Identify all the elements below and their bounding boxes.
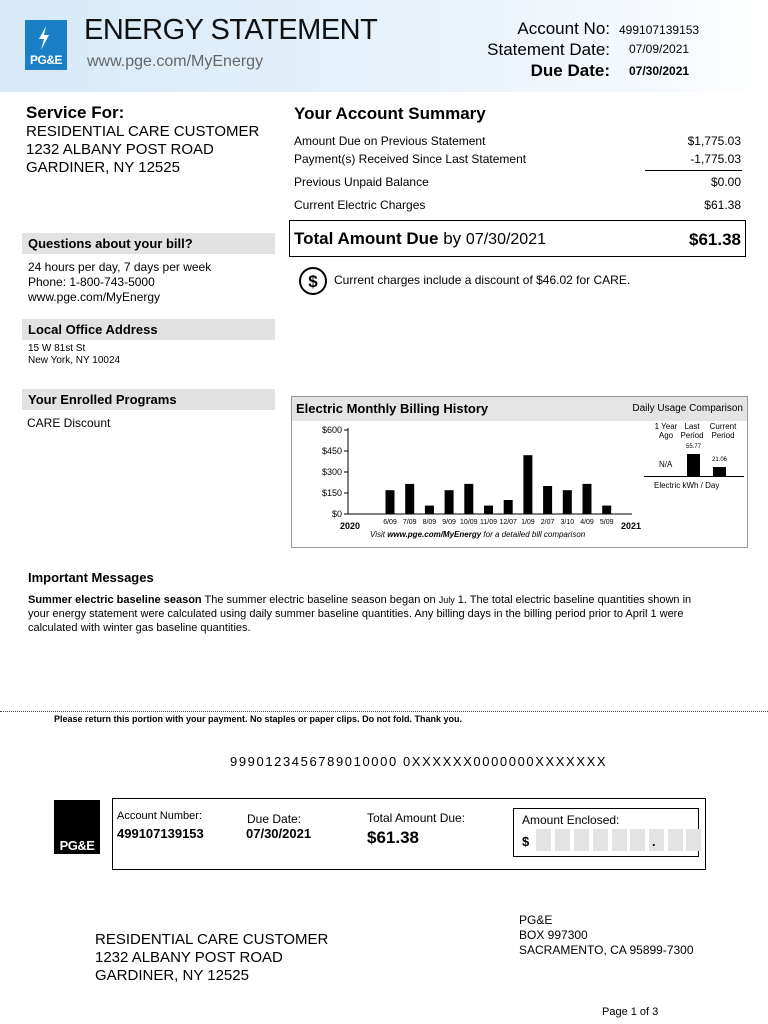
x-tick-label: 12/07 xyxy=(499,519,517,526)
summary-row xyxy=(294,198,741,212)
chart-bar xyxy=(405,484,414,514)
statement-date-label: Statement Date: xyxy=(487,40,610,59)
amount-enclosed-box[interactable] xyxy=(513,808,699,857)
amount-digit-cell[interactable] xyxy=(612,829,627,851)
x-tick-label: 8/09 xyxy=(422,519,437,526)
stub-account-number: 499107139153 xyxy=(117,826,204,841)
messages-line3: calculated with winter gas baseline quantities. xyxy=(28,622,251,634)
y-tick-label: $0 xyxy=(331,509,342,519)
program-item: CARE Discount xyxy=(27,416,111,430)
mailing-line1: 1232 ALBANY POST ROAD xyxy=(95,949,283,966)
mailing-address xyxy=(95,931,328,985)
amount-digit-cell[interactable] xyxy=(555,829,570,851)
total-due-by: by xyxy=(443,229,462,248)
year-end-label: 2021 xyxy=(621,521,642,531)
amount-digit-cell[interactable] xyxy=(668,829,683,851)
local-office-heading: Local Office Address xyxy=(22,319,275,340)
chart-bar xyxy=(464,484,473,514)
summary-row-amount: $61.38 xyxy=(704,198,741,212)
remit-line2: BOX 997300 xyxy=(519,928,588,942)
messages-heading: Important Messages xyxy=(28,570,154,585)
x-tick-label: 11/09 xyxy=(480,519,497,526)
du-col3-label xyxy=(705,422,741,440)
du-unit: Electric kWh / Day xyxy=(654,481,720,490)
x-tick-label: 1/09 xyxy=(521,519,535,526)
du-baseline xyxy=(644,476,744,477)
total-due-date: 07/30/2021 xyxy=(465,231,546,248)
amount-digit-cell[interactable] xyxy=(574,829,589,851)
y-tick-label: $300 xyxy=(321,467,342,477)
du-col2-label xyxy=(678,422,706,440)
questions-info xyxy=(28,260,211,305)
total-due-amount: $61.38 xyxy=(689,230,741,249)
y-tick-label: $150 xyxy=(321,488,342,498)
messages-line1 xyxy=(28,593,743,607)
mailing-line2: GARDINER, NY 12525 xyxy=(95,967,249,984)
dollar-circle-icon xyxy=(298,266,328,296)
x-tick-label: 2/07 xyxy=(540,519,555,526)
return-note: Please return this portion with your payment. No staples or paper clips. Do not fold. Thank you. xyxy=(54,714,463,724)
svg-text:$: $ xyxy=(308,272,318,291)
du-col3-line2: Period xyxy=(711,431,735,440)
y-tick-label: $600 xyxy=(321,425,342,435)
summary-row-amount: -1,775.03 xyxy=(690,152,741,166)
service-address-line2: GARDINER, NY 12525 xyxy=(26,159,180,176)
chart-bar xyxy=(563,490,572,514)
pge-logo xyxy=(25,20,67,70)
messages-line2: your energy statement were calculated using daily summer baseline quantities. Any billing days in the billing period prior to April 1 were xyxy=(28,608,684,620)
chart-bar xyxy=(386,490,395,514)
du-last-bar xyxy=(687,454,700,476)
x-tick-label: 4/09 xyxy=(580,519,594,526)
summary-row xyxy=(294,134,741,148)
page-number: Page 1 of 3 xyxy=(602,1006,659,1018)
messages-body xyxy=(28,593,743,635)
service-address-line1: 1232 ALBANY POST ROAD xyxy=(26,141,214,158)
footnote-prefix: Visit xyxy=(370,530,385,539)
messages-july: July xyxy=(438,595,455,605)
tear-line xyxy=(0,711,768,712)
messages-bold-lead: Summer electric baseline season xyxy=(28,594,202,606)
local-office-line1: 15 W 81st St xyxy=(28,343,86,354)
due-date-label: Due Date: xyxy=(530,61,610,80)
account-no-label: Account No: xyxy=(517,19,610,38)
spark-icon xyxy=(37,26,51,50)
amount-digit-cell[interactable] xyxy=(536,829,551,851)
du-col2-line1: Last xyxy=(684,422,700,431)
summary-heading: Your Account Summary xyxy=(294,104,486,123)
decimal-point: . xyxy=(652,834,656,849)
summary-row-label: Amount Due on Previous Statement xyxy=(294,134,486,148)
summary-row-label: Previous Unpaid Balance xyxy=(294,175,429,189)
account-no-value: 499107139153 xyxy=(619,23,700,37)
remit-address xyxy=(519,913,694,958)
chart-bar xyxy=(504,500,513,514)
stub-due-date: 07/30/2021 xyxy=(246,826,312,841)
chart-footnote xyxy=(370,530,585,539)
chart-bar xyxy=(523,455,532,514)
statement-date-value: 07/09/2021 xyxy=(629,42,690,56)
chart-bar xyxy=(425,506,434,514)
summary-row-label: Payment(s) Received Since Last Statement xyxy=(294,152,527,166)
total-due-text xyxy=(294,229,546,249)
y-tick-label: $450 xyxy=(321,446,342,456)
page-title: ENERGY STATEMENT xyxy=(84,14,378,46)
x-tick-label: 6/09 xyxy=(383,519,397,526)
discount-note: Current charges include a discount of $46.02 for CARE. xyxy=(334,273,631,287)
chart-bar xyxy=(484,506,493,514)
year-start-label: 2020 xyxy=(340,521,361,531)
stub-total-label: Total Amount Due: xyxy=(367,811,466,825)
chart-bar xyxy=(602,506,611,514)
x-tick-label: 10/09 xyxy=(460,519,478,526)
summary-row-amount: $1,775.03 xyxy=(687,134,741,148)
amount-digit-cell[interactable] xyxy=(593,829,608,851)
total-due-box xyxy=(289,220,746,257)
x-tick-label: 3/10 xyxy=(560,519,575,526)
scanline: 9990123456789010000 0XXXXXX0000000XXXXXXX xyxy=(230,754,608,769)
x-tick-label: 7/09 xyxy=(402,519,417,526)
du-col2-line2: Period xyxy=(680,431,704,440)
footnote-suffix: for a detailed bill comparison xyxy=(483,530,586,539)
x-tick-label: 5/09 xyxy=(599,519,614,526)
sum-divider xyxy=(645,170,742,171)
messages-text1: The summer electric baseline season began on xyxy=(201,594,439,606)
summary-row-label: Current Electric Charges xyxy=(294,198,426,212)
x-tick-label: 9/09 xyxy=(442,519,456,526)
stub-pge-logo xyxy=(54,800,100,854)
stub-logo-text: PG&E xyxy=(59,838,95,853)
remit-line3: SACRAMENTO, CA 95899-7300 xyxy=(519,943,694,957)
stub-total-due: $61.38 xyxy=(367,828,419,847)
summary-row-amount: $0.00 xyxy=(710,175,741,189)
header-url: www.pge.com/MyEnergy xyxy=(87,53,264,70)
du-current-value: 21.06 xyxy=(712,457,728,463)
local-office-line2: New York, NY 10024 xyxy=(28,355,121,366)
remit-line1: PG&E xyxy=(519,913,553,927)
questions-url: www.pge.com/MyEnergy xyxy=(28,290,161,304)
amount-enclosed-dollar: $ xyxy=(522,834,530,849)
programs-heading: Your Enrolled Programs xyxy=(22,389,275,410)
du-na: N/A xyxy=(659,460,673,469)
daily-usage-title: Daily Usage Comparison xyxy=(632,403,743,414)
du-last-value: 55.77 xyxy=(686,444,702,450)
du-col1-line2: Ago xyxy=(658,431,674,440)
questions-phone: Phone: 1-800-743-5000 xyxy=(28,275,155,289)
local-office-address xyxy=(28,343,120,367)
questions-hours: 24 hours per day, 7 days per week xyxy=(28,260,212,274)
chart-bar xyxy=(543,486,552,514)
due-date-value: 07/30/2021 xyxy=(629,64,690,78)
logo-text: PG&E xyxy=(29,53,62,67)
du-col3-line1: Current xyxy=(709,422,737,431)
service-name: RESIDENTIAL CARE CUSTOMER xyxy=(26,123,260,140)
service-address xyxy=(26,123,259,177)
amount-digit-cell[interactable] xyxy=(630,829,645,851)
chart-title: Electric Monthly Billing History xyxy=(296,401,489,416)
du-col1-line1: 1 Year xyxy=(654,422,678,431)
stub-account-label: Account Number: xyxy=(117,810,202,822)
amount-enclosed-label: Amount Enclosed: xyxy=(522,813,620,827)
service-for-heading: Service For: xyxy=(26,103,125,122)
total-due-label: Total Amount Due xyxy=(294,229,439,248)
chart-bar xyxy=(445,490,454,514)
questions-heading: Questions about your bill? xyxy=(22,233,275,254)
stub-due-label: Due Date: xyxy=(247,812,302,826)
footnote-link: www.pge.com/MyEnergy xyxy=(387,530,482,539)
summary-row xyxy=(294,152,741,166)
mailing-name: RESIDENTIAL CARE CUSTOMER xyxy=(95,931,329,948)
summary-row xyxy=(294,175,741,189)
du-current-bar xyxy=(713,467,726,476)
messages-text2: 1. The total electric baseline quantities shown in xyxy=(454,594,692,606)
billing-history-chart xyxy=(291,396,748,548)
chart-bar xyxy=(583,484,592,514)
amount-digit-cell[interactable] xyxy=(686,829,701,851)
chart-plot xyxy=(292,397,747,547)
